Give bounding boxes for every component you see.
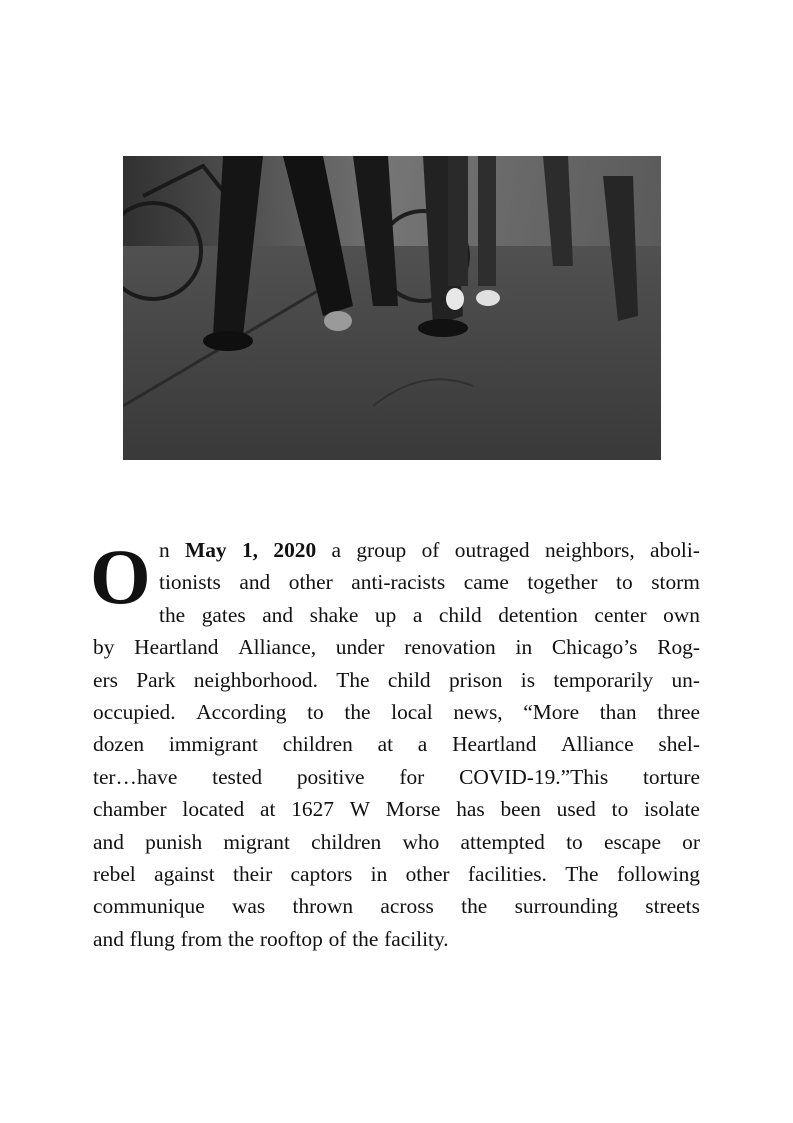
word: 2020 (273, 538, 317, 562)
word: Heartland (134, 635, 219, 660)
word: the (159, 602, 186, 627)
word: migrant (223, 829, 290, 854)
word: flung (129, 926, 175, 951)
word: child (387, 667, 431, 692)
word: According (196, 699, 287, 724)
word: in (370, 861, 388, 886)
word: torture (642, 764, 700, 789)
word: to (307, 699, 324, 724)
word: the (352, 926, 379, 951)
word: local (391, 699, 433, 724)
word: ers (93, 667, 118, 692)
word: attempted (460, 829, 545, 854)
word: neighbors, (544, 538, 635, 562)
word: news, (453, 699, 503, 724)
text-line (93, 696, 700, 728)
word: group (356, 538, 407, 562)
text-line (159, 534, 700, 566)
word: other (288, 570, 333, 595)
word: punish (145, 829, 203, 854)
word: center (594, 602, 647, 627)
word: facilities. (467, 861, 547, 886)
word: 1627 (291, 797, 334, 822)
word: Park (136, 667, 176, 692)
word: anti-racists (351, 570, 446, 595)
word: the (344, 699, 371, 724)
word: who (402, 829, 440, 854)
word: at (259, 797, 276, 822)
word: following (616, 861, 700, 886)
word: used (556, 797, 596, 822)
word: the (227, 926, 255, 951)
word: May (185, 538, 227, 562)
word: Chicago’s (551, 635, 638, 660)
word: renovation (404, 635, 496, 660)
word: a (412, 602, 423, 627)
word: “More (523, 699, 580, 724)
word: The (336, 667, 370, 692)
word: own (663, 602, 700, 627)
word: n (159, 538, 170, 562)
word: other (405, 861, 450, 886)
word: COVID-19.”This (459, 764, 609, 789)
text-line (93, 631, 700, 663)
word: occupied. (93, 699, 176, 724)
word: Morse (385, 797, 441, 822)
word: W (349, 797, 370, 822)
word: ter…have (93, 764, 178, 789)
word: children (311, 829, 382, 854)
word: facility. (384, 926, 449, 951)
word: and (93, 829, 124, 854)
word: immigrant (168, 732, 258, 757)
word: storm (651, 570, 700, 595)
word: and (93, 926, 124, 951)
word: a (331, 538, 341, 562)
text-line (93, 858, 700, 890)
word: three (657, 699, 700, 724)
word: is (520, 667, 536, 692)
word: chamber (93, 797, 167, 822)
word: escape (603, 829, 661, 854)
word: a (417, 732, 428, 757)
word: rooftop (259, 926, 323, 951)
word: under (335, 635, 385, 660)
word: Rog- (657, 635, 700, 660)
word: Alliance, (238, 635, 317, 660)
word: or (682, 829, 700, 854)
word: located (182, 797, 245, 822)
word: streets (645, 894, 700, 919)
text-line (93, 890, 700, 922)
word: child (438, 602, 482, 627)
word: of (328, 926, 347, 951)
word: been (500, 797, 541, 822)
word: at (377, 732, 394, 757)
word: to (566, 829, 583, 854)
word: communique (93, 894, 205, 919)
word: gates (201, 602, 246, 627)
word: against (154, 861, 215, 886)
word: across (380, 894, 434, 919)
word: was (231, 894, 266, 919)
word: dozen (93, 732, 145, 757)
word: and (262, 602, 294, 627)
word: by (93, 635, 115, 660)
word: and (239, 570, 271, 595)
word: in (515, 635, 533, 660)
word: came (463, 570, 509, 595)
word: from (180, 926, 223, 951)
word: captors (290, 861, 353, 886)
word: The (565, 861, 599, 886)
word: rebel (93, 861, 136, 886)
text-line (93, 793, 700, 825)
word: shake (309, 602, 359, 627)
word: aboli- (650, 538, 700, 562)
word: up (374, 602, 397, 627)
word: un- (671, 667, 700, 692)
text-line (159, 599, 700, 631)
word: to (611, 797, 629, 822)
article-body (90, 533, 700, 955)
word: Heartland (452, 732, 537, 757)
word: to (616, 570, 633, 595)
text-line (93, 761, 700, 793)
drop-cap: O (90, 533, 151, 620)
text-line (93, 826, 700, 858)
word: than (599, 699, 637, 724)
word: shel- (658, 732, 700, 757)
text-line (93, 664, 700, 696)
word: together (527, 570, 598, 595)
word: detention (498, 602, 578, 627)
word: of (421, 538, 440, 562)
text-line (93, 728, 700, 760)
word: the (461, 894, 488, 919)
word: their (233, 861, 273, 886)
word: surrounding (514, 894, 618, 919)
paragraph (93, 534, 700, 955)
text-line (159, 566, 700, 598)
word: thrown (292, 894, 354, 919)
word: positive (296, 764, 365, 789)
word: tionists (159, 570, 221, 595)
word: has (456, 797, 485, 822)
word: outraged (454, 538, 530, 562)
protest-photo-illustration (123, 156, 661, 460)
word: prison (448, 667, 503, 692)
word: children (282, 732, 353, 757)
protest-photo (123, 156, 661, 460)
word: for (399, 764, 425, 789)
word: neighborhood. (193, 667, 318, 692)
word: tested (212, 764, 263, 789)
text-line (93, 923, 700, 955)
word: temporarily (553, 667, 654, 692)
word: Alliance (561, 732, 634, 757)
word: 1, (241, 538, 259, 562)
word: isolate (644, 797, 700, 822)
